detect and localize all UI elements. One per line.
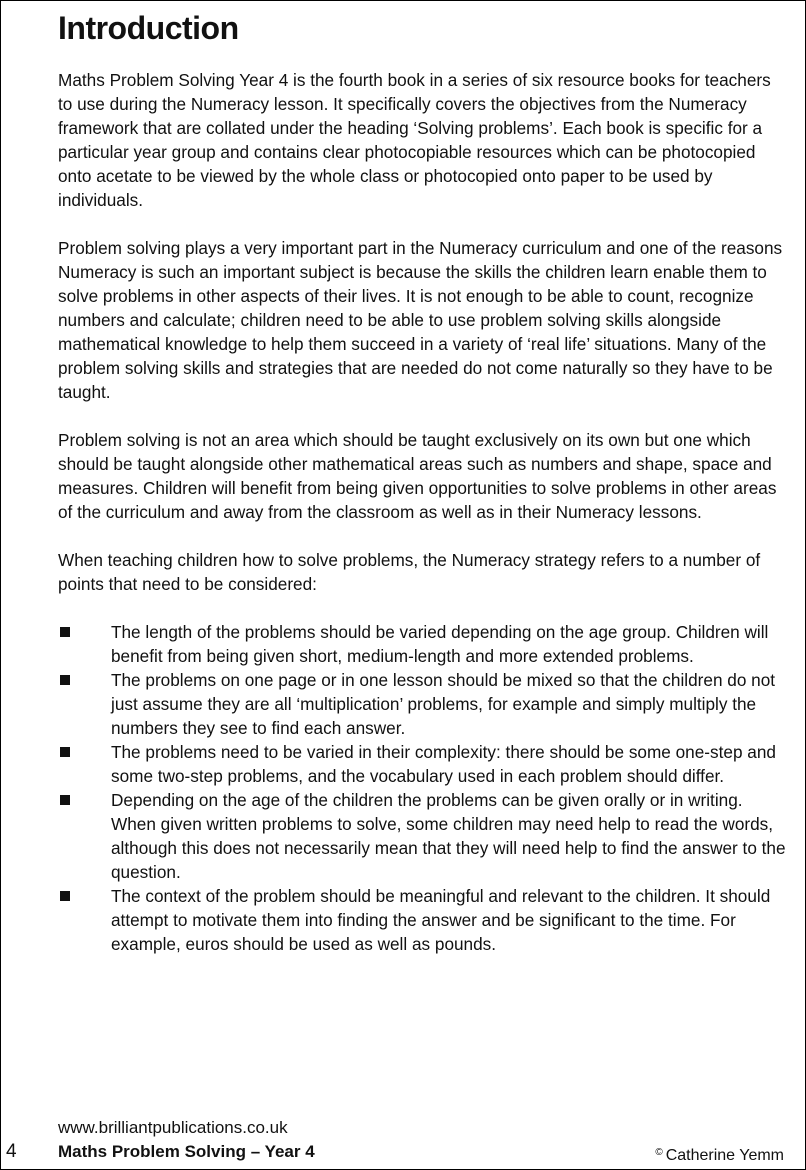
copyright-notice: [655, 1142, 784, 1167]
publisher-url: www.brilliantpublications.co.uk: [58, 1118, 288, 1137]
body-text: [58, 68, 786, 956]
copyright-symbol: ©: [655, 1147, 663, 1158]
square-bullet-icon: [60, 795, 70, 805]
square-bullet-icon: [60, 747, 70, 757]
considerations-list: [58, 620, 786, 956]
list-item-text: The problems need to be varied in their complexity: there should be some one-step and some two-step problems, and the vocabulary used in each problem should differ.: [111, 742, 776, 786]
list-item: [58, 668, 786, 740]
list-item-text: The context of the problem should be meaningful and relevant to the children. It should attempt to motivate them into finding the answer and be significant to the time. For example, euros should be used as well as pounds.: [111, 886, 771, 954]
list-item: [58, 620, 786, 668]
paragraph-points-lead-in: When teaching children how to solve problems, the Numeracy strategy refers to a number of points that need to be considered:: [58, 550, 761, 594]
list-item-text: Depending on the age of the children the problems can be given orally or in writing. When given written problems to solve, some children may need help to read the words, although this does not necessarily mean that they will need help to find the answer to the question.: [111, 790, 786, 882]
square-bullet-icon: [60, 675, 70, 685]
author-name: Catherine Yemm: [665, 1147, 784, 1164]
list-item-text: The length of the problems should be varied depending on the age group. Children will benefit from being given short, medium-length and more extended problems.: [111, 622, 769, 666]
paragraph-intro: Maths Problem Solving Year 4 is the fourth book in a series of six resource books for teachers to use during the Numeracy lesson. It specifically covers the objectives from the Numeracy framework that are collated under the heading ‘Solving problems’. Each book is specific for a particular year group and contains clear photocopiable resources which can be photocopied onto acetate to be viewed by the whole class or photocopied onto paper to be used by individuals.: [58, 70, 771, 210]
page-title: Introduction: [58, 10, 239, 46]
list-item: [58, 788, 786, 884]
paragraph-cross-curricular: Problem solving is not an area which should be taught exclusively on its own but one which should be taught alongside other mathematical areas such as numbers and shape, space and measures. Children will benefit from being given opportunities to solve problems in other areas of the curriculum and away from the classroom as well as in their Numeracy lessons.: [58, 430, 777, 522]
paragraph-importance: Problem solving plays a very important part in the Numeracy curriculum and one of the reasons Numeracy is such an important subject is because the skills the children learn enable them to solve problems in other aspects of their lives. It is not enough to be able to count, recognize numbers and calculate; children need to be able to use problem solving skills alongside mathematical knowledge to help them succeed in a variety of ‘real life’ situations. Many of the problem solving skills and strategies that are needed do not come naturally so they have to be taught.: [58, 238, 783, 402]
list-item: [58, 740, 786, 788]
list-item: [58, 884, 786, 956]
footer-book-title: Maths Problem Solving – Year 4: [58, 1142, 315, 1161]
square-bullet-icon: [60, 627, 70, 637]
list-item-text: The problems on one page or in one lesson should be mixed so that the children do not just assume they are all ‘multiplication’ problems, for example and simply multiply the numbers they see to find each answer.: [111, 670, 776, 738]
square-bullet-icon: [60, 891, 70, 901]
page-number: 4: [6, 1141, 17, 1162]
